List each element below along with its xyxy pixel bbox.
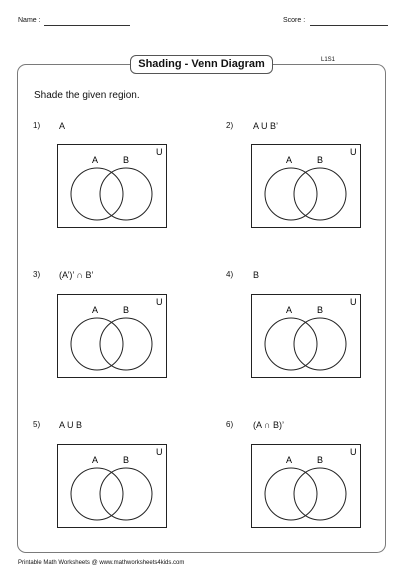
circle-b bbox=[294, 318, 346, 370]
label-a: A bbox=[286, 305, 293, 315]
label-b: B bbox=[123, 305, 130, 315]
question-number: 3) bbox=[33, 270, 41, 279]
venn-diagram[interactable] bbox=[251, 144, 361, 228]
label-b: B bbox=[123, 155, 130, 165]
circle-a bbox=[265, 468, 317, 520]
question-expression: A U B’ bbox=[253, 121, 279, 131]
label-a: A bbox=[286, 455, 293, 465]
label-u: U bbox=[156, 447, 163, 457]
venn-diagram[interactable] bbox=[57, 444, 167, 528]
label-b: B bbox=[317, 305, 324, 315]
question-expression: (A’)’ ∩ B’ bbox=[59, 270, 94, 280]
label-a: A bbox=[286, 155, 293, 165]
circle-b bbox=[294, 168, 346, 220]
question-expression: B bbox=[253, 270, 260, 280]
label-u: U bbox=[156, 297, 163, 307]
label-b: B bbox=[317, 155, 324, 165]
instruction-text: Shade the given region. bbox=[34, 90, 140, 101]
circle-b bbox=[294, 468, 346, 520]
question-expression: (A ∩ B)’ bbox=[253, 420, 284, 430]
question-number: 5) bbox=[33, 420, 41, 429]
question-expression: A U B bbox=[59, 420, 83, 430]
name-blank[interactable] bbox=[44, 25, 130, 26]
circle-b bbox=[100, 468, 152, 520]
venn-diagram[interactable] bbox=[251, 294, 361, 378]
venn-diagram[interactable] bbox=[57, 294, 167, 378]
circle-b bbox=[100, 168, 152, 220]
label-u: U bbox=[350, 147, 357, 157]
circle-a bbox=[71, 168, 123, 220]
question-number: 4) bbox=[226, 270, 234, 279]
label-u: U bbox=[156, 147, 163, 157]
worksheet-title: Shading - Venn Diagram bbox=[130, 55, 273, 74]
circle-b bbox=[100, 318, 152, 370]
label-a: A bbox=[92, 455, 99, 465]
label-a: A bbox=[92, 305, 99, 315]
circle-a bbox=[71, 318, 123, 370]
question-number: 2) bbox=[226, 121, 234, 130]
score-label: Score : bbox=[283, 17, 306, 24]
name-label: Name : bbox=[18, 17, 41, 24]
label-a: A bbox=[92, 155, 99, 165]
question-number: 6) bbox=[226, 420, 234, 429]
label-u: U bbox=[350, 297, 357, 307]
venn-diagram[interactable] bbox=[251, 444, 361, 528]
footer-text: Printable Math Worksheets @ www.mathworksheets4kids.com bbox=[18, 560, 185, 566]
venn-diagram[interactable] bbox=[57, 144, 167, 228]
circle-a bbox=[71, 468, 123, 520]
worksheet-code: L1S1 bbox=[321, 57, 336, 63]
label-b: B bbox=[123, 455, 130, 465]
question-expression: A bbox=[59, 121, 66, 131]
question-number: 1) bbox=[33, 121, 41, 130]
circle-a bbox=[265, 318, 317, 370]
label-u: U bbox=[350, 447, 357, 457]
score-blank[interactable] bbox=[310, 25, 388, 26]
circle-a bbox=[265, 168, 317, 220]
label-b: B bbox=[317, 455, 324, 465]
